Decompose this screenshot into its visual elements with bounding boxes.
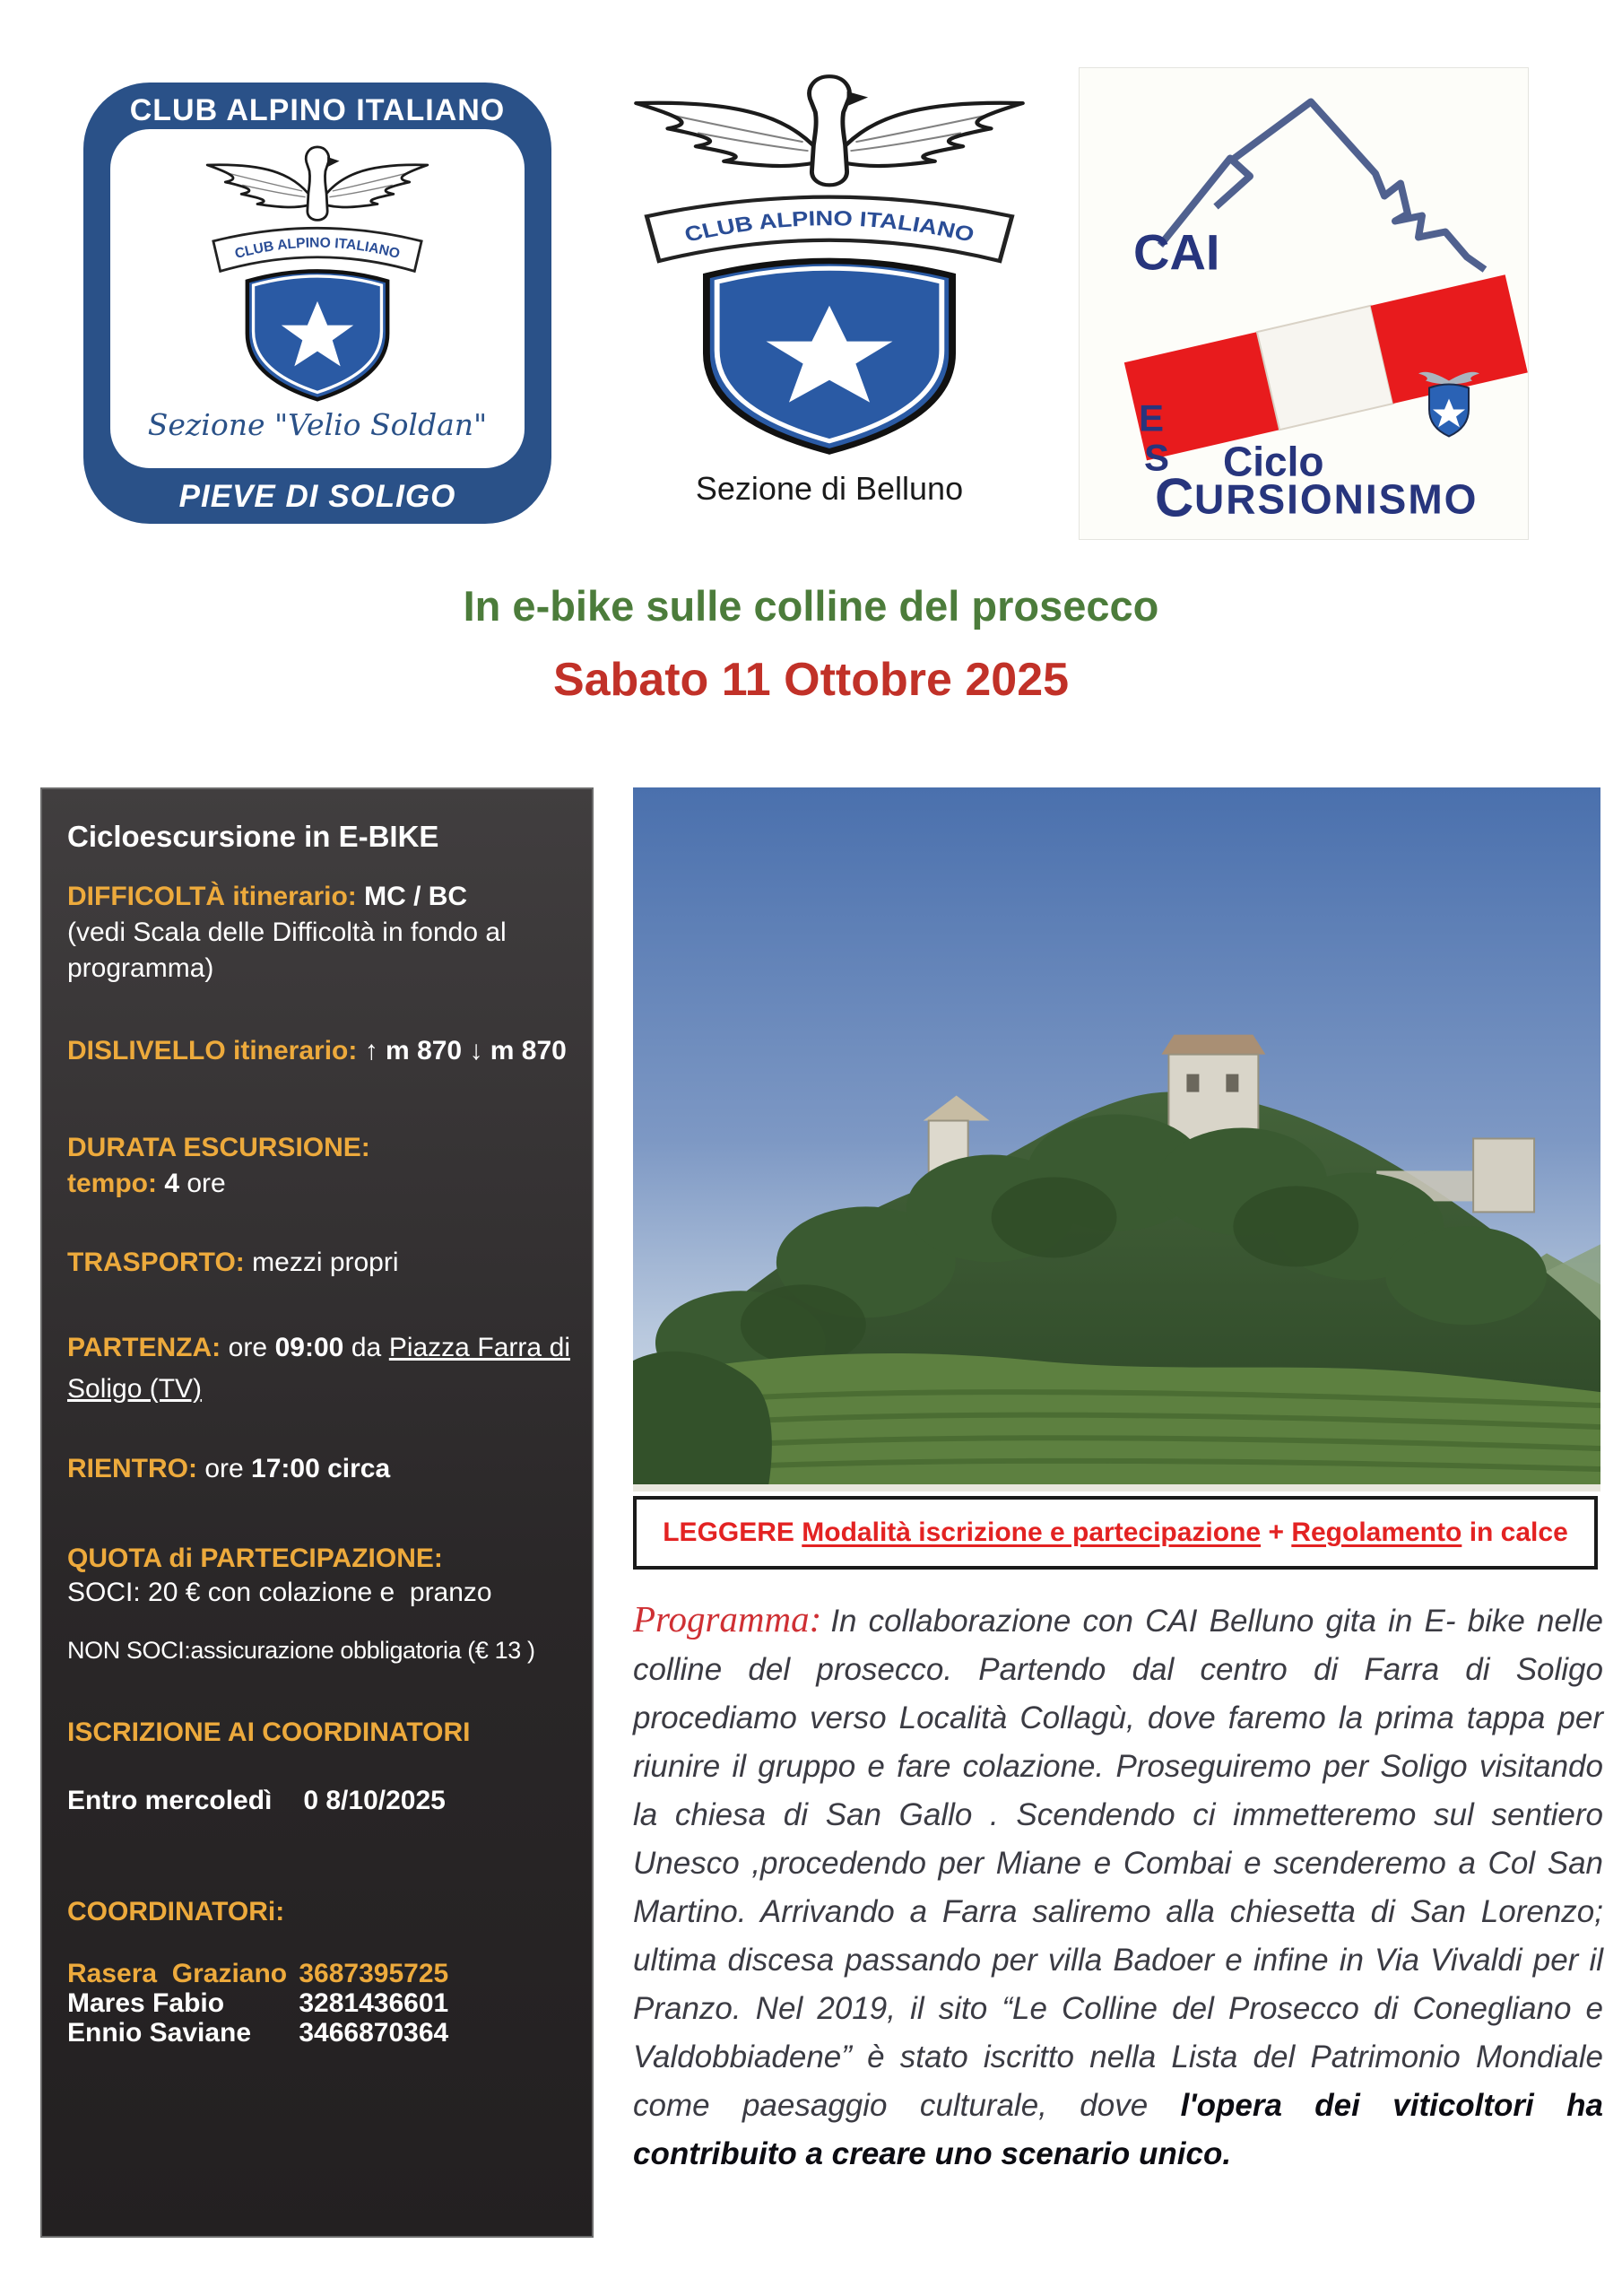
difficolta-value: MC / BC [364,882,468,911]
program-paragraph [633,1595,1603,2179]
program-label: Programma: [633,1598,822,1639]
logo-caption: Sezione di Belluno [695,470,964,507]
notice-lead: LEGGERE [663,1518,794,1547]
durata-hours: 4 [164,1169,180,1198]
eagle-icon [207,147,428,221]
event-date: Sabato 11 Ottobre 2025 [552,654,1070,706]
coordinators-list [67,1959,570,2048]
quota-non-soci: NON SOCI:assicurazione obbligatoria (€ 13 ) [67,1637,535,1664]
coordinator-phone: 3281436601 [299,1988,449,2018]
info-panel [40,787,594,2238]
panel-heading: Cicloescursione in E-BIKE [67,820,439,853]
logo-footer-text: PIEVE DI SOLIGO [178,479,456,514]
event-title: In e-bike sulle colline del prosecco [463,582,1159,630]
difficolta-note: (vedi Scala delle Difficoltà in fondo al programma) [67,918,507,983]
cai-eagle-shield-emblem [197,133,438,404]
mountain-icon [1232,102,1485,270]
rientro-section [67,1451,570,1487]
coordinatori-label: COORDINATORi: [67,1897,285,1926]
iscrizione-deadline [67,1783,570,1819]
partenza-mid: da [351,1333,382,1362]
s-letter: S [1144,436,1170,479]
dislivello-label: DISLIVELLO itinerario: [67,1036,358,1065]
program-body: In collaborazione con CAI Belluno gita in E- bike nelle colline del prosecco. Partendo dal centro di Farra di Soligo procediamo verso Località Collagù, dove faremo la prima tappa per riunire il gruppo e fare colazione. Proseguiremo per Soligo visitando la chiesa di San Gallo . Scendendo ci immetteremo sul sentiero Unesco ,procedendo per Miane e Combai e scenderemo a Col San Martino. Arrivando a Farra saliremo alla chiesetta di San Lorenzo; ultima discesa passando per villa Badoer e infine in Via Vivaldi per il Pranzo. Nel 2019, il sito “Le Colline del Prosecco di Conegliano e Valdobbiadene” è stato iscritto nella Lista del Patrimonio Mondiale come paesaggio culturale, dove [633,1604,1603,2123]
logo-cai-belluno [610,56,1049,517]
partenza-section [67,1327,570,1410]
program-emphasis: l'opera dei viticoltori ha contribuito a creare uno scenario unico. [633,2088,1603,2171]
coordinator-name: Rasera Graziano [67,1959,288,1988]
quota-label: QUOTA di PARTECIPAZIONE: [67,1544,443,1573]
partenza-pre: ore [228,1333,268,1362]
notice-box [633,1496,1598,1570]
logo-header-text: CLUB ALPINO ITALIANO [129,93,506,127]
coordinator-row [67,1988,570,2018]
coordinator-phone: 3687395725 [299,1959,449,1988]
banner-text: CLUB ALPINO ITALIANO [681,206,977,248]
logo-cai-pieve-di-soligo [83,83,551,524]
notice-link-modalita[interactable]: Modalità iscrizione e partecipazione [802,1518,1262,1547]
partenza-time: 09:00 [274,1333,344,1362]
eagle-icon [637,76,1023,185]
notice-tail: in calce [1469,1518,1568,1547]
coordinator-name: Mares Fabio [67,1988,225,2018]
notice-link-regolamento[interactable]: Regolamento [1291,1518,1462,1547]
partenza-place-link[interactable]: Piazza Farra di Soligo (TV) [67,1333,570,1404]
ciclo-text: Ciclo [1223,438,1324,485]
iscrizione-data: 0 8/10/2025 [303,1786,446,1815]
dislivello-value: ↑ m 870 ↓ m 870 [364,1036,567,1065]
quota-soci: SOCI: 20 € con colazione e pranzo [67,1578,492,1607]
cai-text: CAI [1133,223,1220,281]
coordinator-row [67,1959,570,1988]
dislivello-section [67,1033,570,1069]
rientro-label: RIENTRO: [67,1454,197,1483]
coordinator-name: Ennio Saviane [67,2018,252,2048]
hill-castle-photo [633,787,1600,1492]
iscrizione-entro: Entro mercoledì [67,1786,273,1815]
difficolta-label: DIFFICOLTÀ itinerario: [67,882,357,911]
cursionismo-c: C [1155,467,1194,528]
durata-sub-label: tempo: [67,1169,157,1198]
durata-unit: ore [186,1169,226,1198]
trasporto-label: TRASPORTO: [67,1248,245,1277]
trasporto-section [67,1245,570,1281]
rientro-value: 17:00 circa [251,1454,391,1483]
coordinator-row [67,2018,570,2048]
durata-label: DURATA ESCURSIONE: [67,1133,370,1162]
durata-section [67,1130,570,1202]
cai-eagle-shield-emblem [619,56,1040,457]
cursionismo-text: URSIONISMO [1194,475,1479,523]
difficolta-section [67,879,570,987]
trasporto-value: mezzi propri [252,1248,399,1277]
iscrizione-label: ISCRIZIONE AI COORDINATORI [67,1718,471,1747]
logo-cai-cicloescursionismo [1079,67,1529,540]
e-letter: E [1139,396,1165,439]
coordinator-phone: 3466870364 [299,2018,449,2048]
notice-plus: + [1268,1518,1284,1547]
logo-section-script: Sezione "Velio Soldan" [147,407,488,442]
banner-text: CLUB ALPINO ITALIANO [233,235,402,263]
partenza-label: PARTENZA: [67,1333,221,1362]
trail-flag-icon [1124,274,1528,460]
rientro-pre: ore [204,1454,244,1483]
